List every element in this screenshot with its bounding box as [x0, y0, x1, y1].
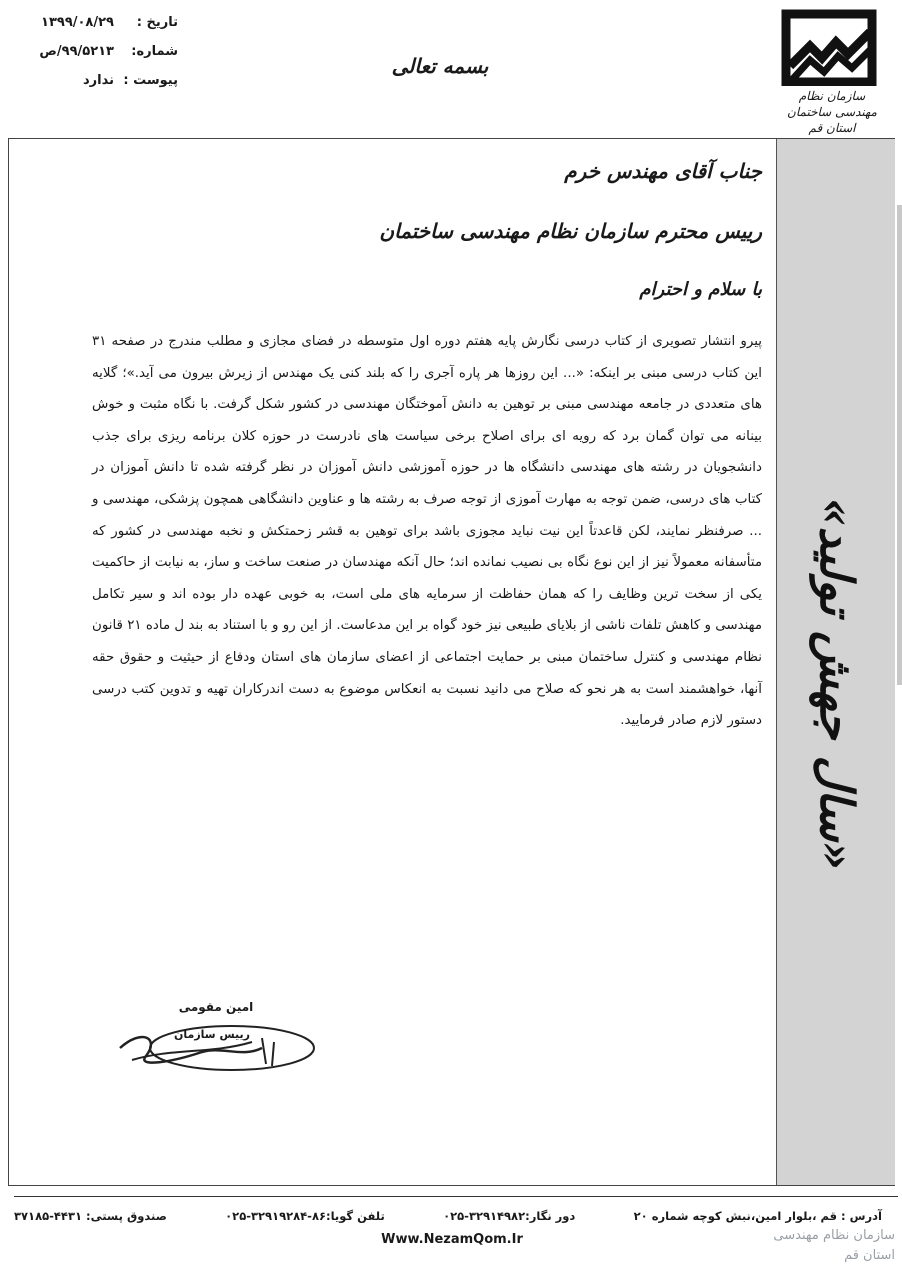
date-value: ۱۳۹۹/۰۸/۲۹ [41, 15, 114, 30]
number-label: شماره: [131, 44, 178, 59]
letter-footer [14, 1206, 882, 1226]
logo-caption [776, 88, 888, 136]
logo-org-name: سازمان نظام مهندسی ساختمان [787, 89, 877, 119]
footer-divider [14, 1196, 898, 1197]
letter-body: پیرو انتشار تصویری از کتاب درسی نگارش پایه هفتم دوره اول متوسطه در فضای مجازی و مطلب مندرج در صفحه ۳۱ این کتاب درسی مبنی بر اینکه: «... این روزها هر پاره آجری را که بلند کنی یک مهندس از زیرش بیرون می آید.»؛ گلایه های متعددی در جامعه مهندسی مبنی بر توهین به دانش آموختگان مهندسی در کشور شکل گرفت. با نگاه مثبت و خوش بینانه می توان گمان برد که رویه ای برای اصلاح برخی سیاست های نادرست در حوزه کلان برنامه ریزی برای جذب دانشجویان در رشته های مهندسی دانشگاه ها در حوزه آموزشی دانش آموزان در نظر گرفته شده تا دانش آموزان در کتاب های درسی، ضمن توجه به مهارت آموزی از توجه صرف به رشته ها و عناوین دانشگاهی همچون پزشکی، مهندسی و ... صرفنظر نمایند، لکن قاعدتاً این نیت نباید مجوزی باشد برای توهین به قشر زحمتکش و نخبه مهندسی در کشور که متأسفانه معمولاً نیز از این نوع نگاه بی نصیب نمانده اند؛ حال آنکه مهندسان در صنعت ساخت و ساز، به نیابت از حاکمیت یکی از سخت ترین وظایف را که همان حفاظت از سرمایه های ملی است، به خوبی عهده دار بوده اند و سیر تکامل مهندسی و کاهش تلفات ناشی از بلایای طبیعی نیز خود گواه بر این مدعاست. از این رو و با استناد به بند ل ماده ۲۱ قانون نظام مهندسی و کنترل ساختمان مبنی بر حمایت اجتماعی از اعضای سازمان های استان ودفاع از حیثیت و حقوق حقه آنها، خواهشمند است به هر نحو که صلاح می دانید نسبت به انعکاس موضوع به دست اندرکاران تهیه و تدوین کتب درسی دستور لازم صادر فرمایید. [92, 334, 763, 729]
date-row [18, 8, 178, 37]
attachment-label: پیوست : [123, 73, 178, 88]
footer-fax: دور نگار:۳۲۹۱۴۹۸۲-۰۲۵ [443, 1209, 576, 1223]
bismillah-heading: بسمه تعالی [391, 54, 489, 78]
channel-watermark [730, 1226, 895, 1266]
number-value: ۹۹/۵۲۱۳/ص [39, 44, 114, 59]
attachment-value: ندارد [82, 73, 114, 88]
attachment-row [18, 66, 178, 95]
number-row [18, 37, 178, 66]
footer-po-box: صندوق پستی: ۴۴۳۱-۳۷۱۸۵ [14, 1209, 167, 1223]
slogan-sidebar [776, 139, 895, 1185]
logo-province: استان قم [808, 121, 856, 135]
footer-website: Www.NezamQom.Ir [381, 1232, 523, 1247]
signature-block [112, 1000, 322, 1080]
footer-phone: تلفن گویا:۸۶-۳۲۹۱۹۲۸۴-۰۲۵ [225, 1209, 385, 1223]
watermark-line2: استان قم [844, 1248, 895, 1263]
signatory-name: امین مقومی [178, 1000, 254, 1014]
footer-address: آدرس : قم ،بلوار امین،نبش کوچه شماره ۲۰ [633, 1209, 882, 1223]
date-label: تاریخ : [136, 15, 178, 30]
handwritten-signature-icon [112, 1008, 322, 1080]
letter-content [92, 140, 762, 737]
signatory-title: رییس سازمان [174, 1028, 250, 1041]
sidebar-tab [897, 205, 902, 685]
recipient-title: رییس محترم سازمان نظام مهندسی ساختمان [379, 219, 762, 243]
building-logo-icon [780, 8, 880, 86]
org-logo [776, 6, 888, 134]
recipient-name: جناب آقای مهندس خرم [564, 159, 762, 183]
letter-meta [18, 8, 178, 95]
greeting: با سلام و احترام [639, 279, 762, 300]
footer-contact-row [14, 1206, 882, 1226]
watermark-line1: سازمان نظام مهندسی [773, 1228, 895, 1243]
year-slogan: «سال جهش تولید» [810, 497, 864, 871]
